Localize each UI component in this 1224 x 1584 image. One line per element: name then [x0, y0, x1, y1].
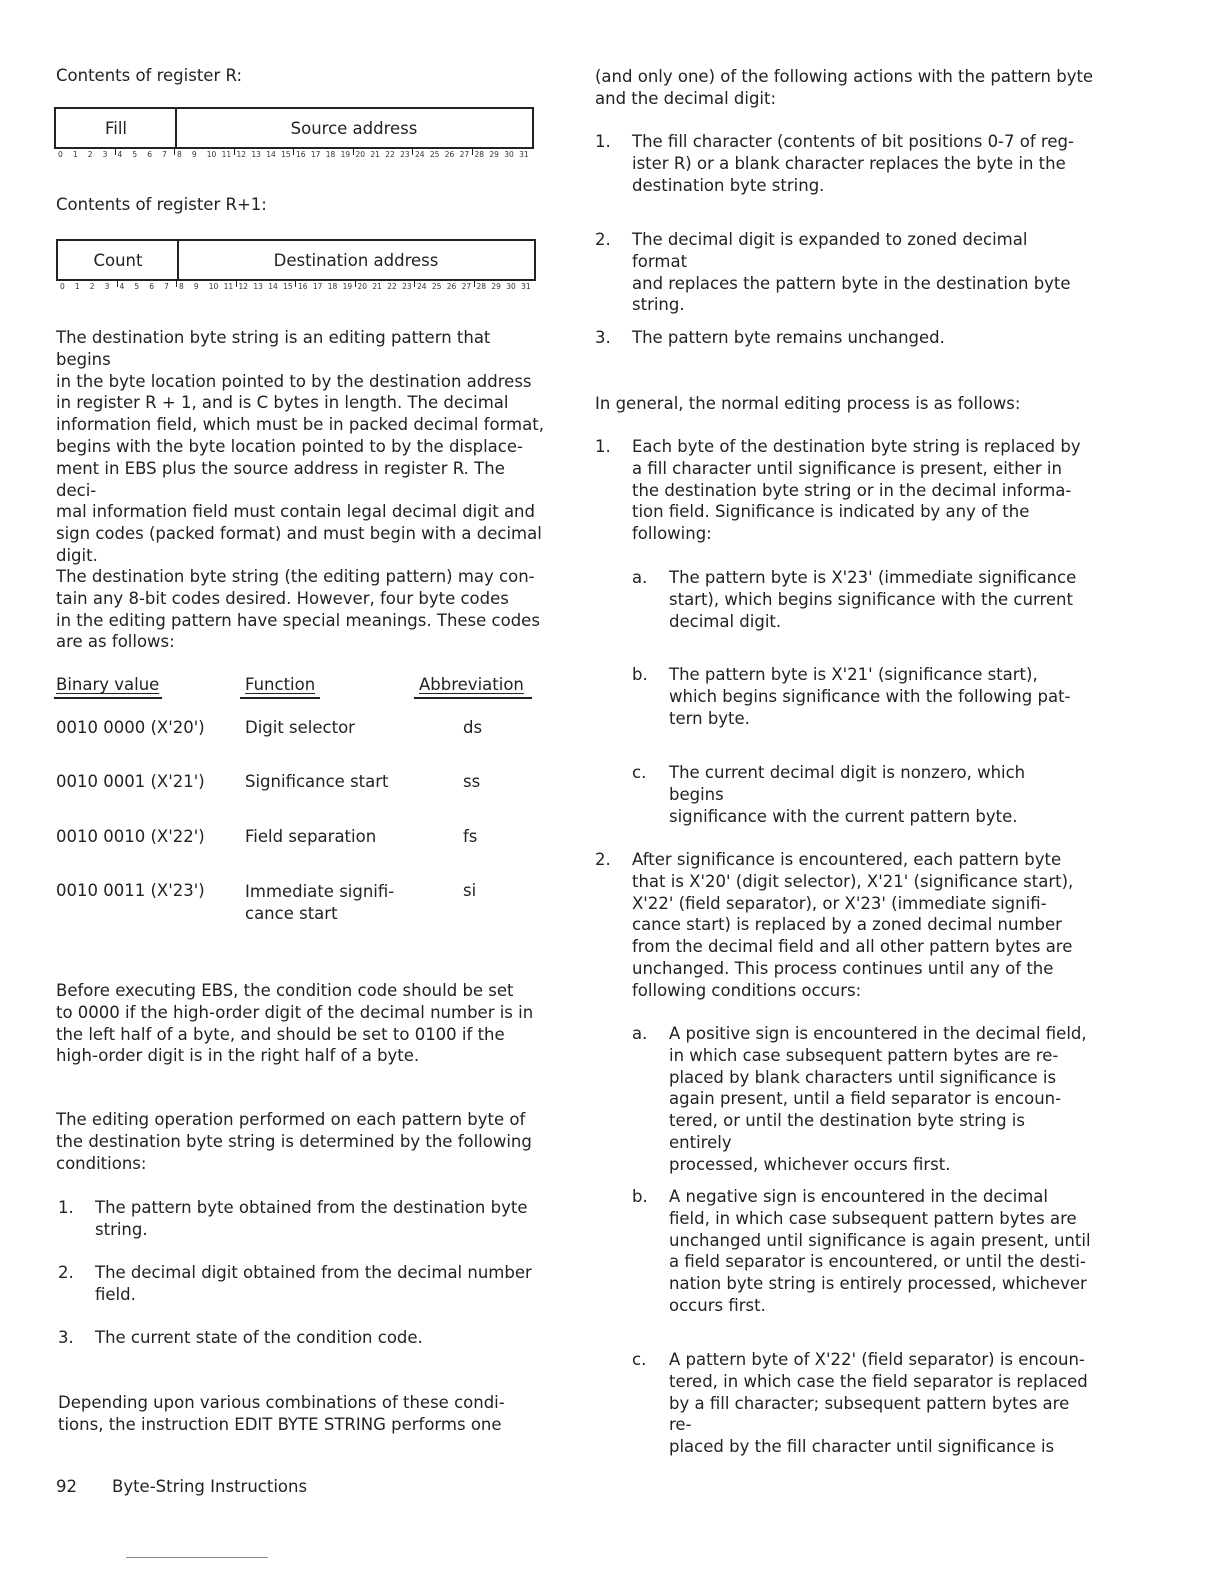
- table-row-abbr: si: [463, 881, 477, 900]
- bit-number: 2: [87, 150, 93, 159]
- paragraph-destination-string: The destination byte string is an editing pattern that begins in the byte location pointed to by the destination address in register R + 1, and is C bytes in length. The decimal information field, which must be in packed decimal format, begins with the byte location pointed to by the displace- ment in EBS plus the source address in register R. The deci- mal information field must contain legal decimal digit and sign codes (packed format) and must begin with a decimal digit.: [56, 328, 544, 565]
- bit-number: 2: [89, 282, 95, 291]
- bit-number: 11: [223, 282, 234, 291]
- bit-number: 23: [402, 282, 412, 291]
- paragraph-depending: Depending upon various combinations of these condi- tions, the instruction EDIT BYTE STRING performs one: [58, 1393, 505, 1434]
- bit-number: 28: [476, 282, 487, 291]
- count-field: Count: [93, 250, 143, 270]
- bit-number: 5: [132, 150, 138, 159]
- bit-number: 10: [208, 282, 219, 291]
- register-r1-diagram: [56, 239, 536, 281]
- paragraph-editing-pattern: The destination byte string (the editing pattern) may con- tain any 8-bit codes desired. However, four byte codes in the editing pattern have special meanings. These codes are as follows:: [56, 567, 540, 652]
- bit-number: 31: [521, 282, 531, 291]
- paragraph-general: In general, the normal editing process is as follows:: [595, 394, 1021, 413]
- table-row-function: Digit selector: [245, 718, 355, 737]
- bit-number: 14: [268, 282, 278, 291]
- bit-number: 0: [58, 150, 63, 159]
- bit-number: 12: [238, 282, 249, 291]
- bit-number: 16: [296, 150, 306, 159]
- table-row-function: Significance start: [245, 772, 389, 791]
- bit-number: 5: [134, 282, 140, 291]
- register-r-diagram: [54, 107, 534, 149]
- bit-number: 27: [459, 150, 470, 159]
- bit-number: 20: [357, 282, 368, 291]
- bit-number: 8: [177, 150, 182, 159]
- bit-number: 13: [251, 150, 261, 159]
- paragraph-actions-intro: (and only one) of the following actions with the pattern byte and the decimal digit:: [595, 67, 1094, 108]
- footer-rule: [126, 1557, 268, 1558]
- bit-number: 30: [506, 282, 516, 291]
- bit-number: 11: [221, 150, 232, 159]
- bit-number: 17: [312, 282, 323, 291]
- bit-number: 27: [461, 282, 472, 291]
- bit-number: 30: [504, 150, 514, 159]
- table-row-binary: 0010 0010 (X'22'): [56, 827, 205, 846]
- table-row-function: Field separation: [245, 827, 377, 846]
- bit-number: 18: [327, 282, 338, 291]
- bit-number: 18: [325, 150, 336, 159]
- table-row-abbr: ss: [463, 772, 481, 791]
- bit-number: 24: [417, 282, 427, 291]
- bit-number: 6: [147, 150, 153, 159]
- bit-number: 14: [266, 150, 276, 159]
- table-header-binary: Binary value: [56, 675, 160, 694]
- bit-number: 13: [253, 282, 263, 291]
- bit-number: 10: [206, 150, 217, 159]
- bit-number: 9: [191, 150, 197, 159]
- bit-number: 7: [162, 150, 167, 159]
- bit-number: 15: [283, 282, 293, 291]
- table-header-function: Function: [245, 675, 316, 694]
- bit-number: 21: [372, 282, 382, 291]
- bit-number: 22: [385, 150, 395, 159]
- bit-number: 25: [429, 150, 440, 159]
- bit-number: 3: [104, 282, 110, 291]
- table-row-binary: 0010 0001 (X'21'): [56, 772, 205, 791]
- source-address-field: Source address: [290, 118, 418, 138]
- bit-number: 21: [370, 150, 380, 159]
- bit-number: 26: [444, 150, 455, 159]
- register-r-caption: Contents of register R:: [56, 66, 243, 85]
- table-row-abbr: fs: [463, 827, 478, 846]
- fill-field: Fill: [104, 118, 128, 138]
- bit-number: 6: [149, 282, 155, 291]
- paragraph-condition-code: Before executing EBS, the condition code should be set to 0000 if the high-order digit of the decimal number is in the left half of a byte, and should be set to 0100 if the high-order digit is in the right half of a byte.: [56, 981, 534, 1066]
- bit-number: 29: [489, 150, 499, 159]
- section-title: Byte-String Instructions: [112, 1477, 308, 1496]
- register-r1-bit-numbers: [58, 282, 536, 292]
- bit-number: 19: [340, 150, 351, 159]
- bit-number: 23: [400, 150, 410, 159]
- table-row-abbr: ds: [463, 718, 483, 737]
- destination-address-field: Destination address: [273, 250, 439, 270]
- bit-number: 4: [119, 282, 125, 291]
- table-header-abbreviation: Abbreviation: [419, 675, 524, 694]
- table-row-binary: 0010 0011 (X'23'): [56, 881, 205, 900]
- bit-number: 12: [236, 150, 247, 159]
- bit-number: 4: [117, 150, 123, 159]
- bit-number: 26: [446, 282, 457, 291]
- bit-number: 1: [72, 150, 78, 159]
- table-row-function: Immediate signifi- cance start: [245, 882, 395, 923]
- bit-number: 15: [281, 150, 291, 159]
- bit-number: 7: [164, 282, 169, 291]
- bit-number: 9: [193, 282, 199, 291]
- bit-number: 29: [491, 282, 501, 291]
- bit-number: 24: [415, 150, 425, 159]
- bit-number: 28: [474, 150, 485, 159]
- bit-number: 20: [355, 150, 366, 159]
- bit-number: 25: [431, 282, 442, 291]
- bit-number: 22: [387, 282, 397, 291]
- bit-number: 31: [519, 150, 529, 159]
- bit-number: 8: [179, 282, 184, 291]
- table-row-binary: 0010 0000 (X'20'): [56, 718, 205, 737]
- register-r-bit-numbers: [56, 150, 534, 160]
- bit-number: 1: [74, 282, 80, 291]
- bit-number: 0: [60, 282, 65, 291]
- bit-number: 3: [102, 150, 108, 159]
- page-number: 92: [56, 1477, 77, 1496]
- bit-number: 17: [310, 150, 321, 159]
- register-r1-caption: Contents of register R+1:: [56, 195, 267, 214]
- bit-number: 19: [342, 282, 353, 291]
- bit-number: 16: [298, 282, 308, 291]
- paragraph-editing-operation: The editing operation performed on each pattern byte of the destination byte string is determined by the following conditions:: [56, 1110, 532, 1173]
